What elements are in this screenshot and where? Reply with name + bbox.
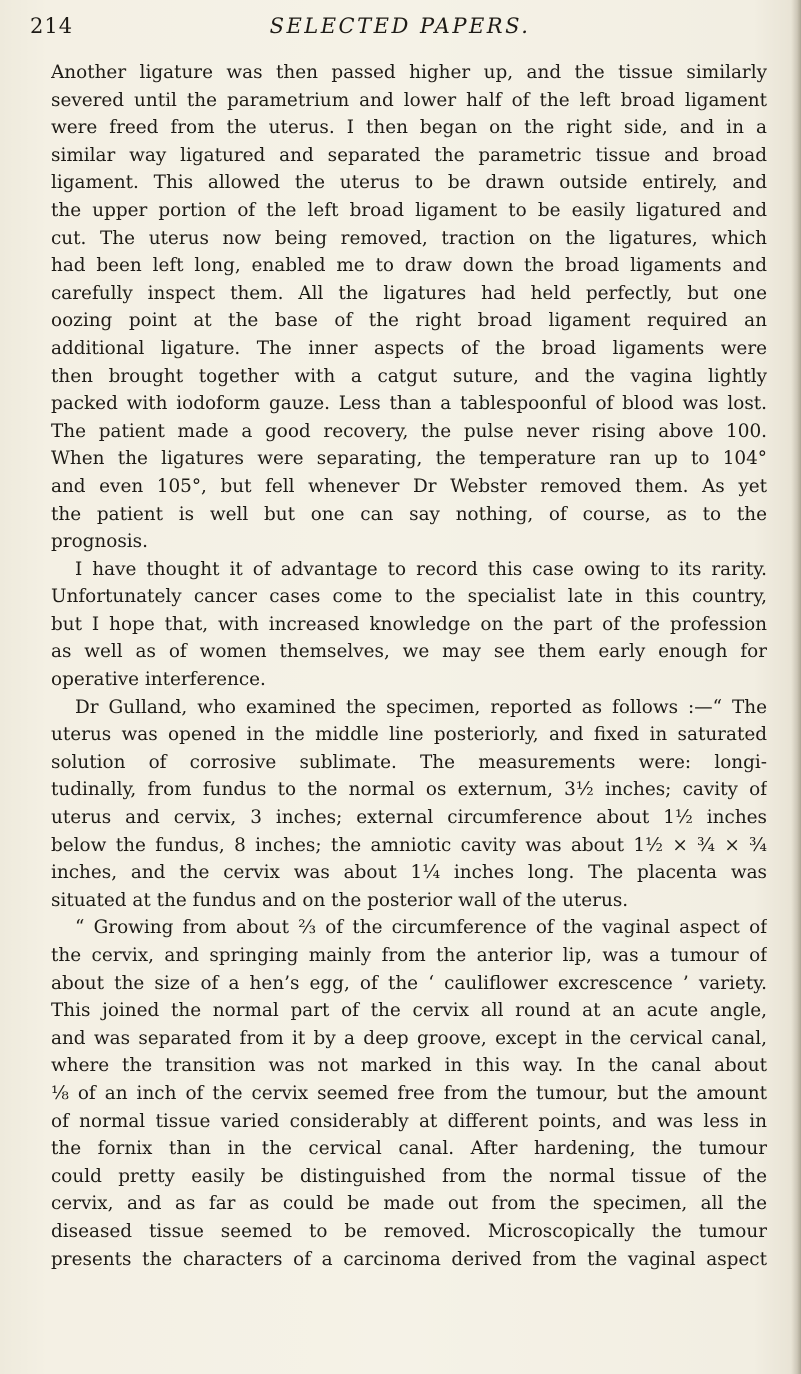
text-line: the patient is well but one can say nothing, of course, as to the xyxy=(51,503,767,525)
text-line: prognosis. xyxy=(51,531,148,553)
text-line: Another ligature was then passed higher up, and the tissue similarly xyxy=(51,62,767,83)
text-line: uterus and cervix, 3 inches; external circumference about 1½ inches xyxy=(51,807,767,829)
page-number: 214 xyxy=(30,14,74,38)
text-line: When the ligatures were separating, the temperature ran up to 104° xyxy=(51,448,767,470)
text-line: Unfortunately cancer cases come to the specialist late in this country, xyxy=(51,586,767,608)
text-line: similar way ligatured and separated the parametric tissue and broad xyxy=(51,144,767,166)
text-line: solution of corrosive sublimate. The measurements were: longi- xyxy=(51,751,767,773)
text-line: the fornix than in the cervical canal. After hardening, the tumour xyxy=(51,1138,767,1160)
text-line: about the size of a hen’s egg, of the ‘ cauliflower excrescence ’ variety. xyxy=(51,972,767,994)
page-header xyxy=(30,14,770,44)
text-line: oozing point at the base of the right broad ligament required an xyxy=(51,310,767,332)
page-edge-shadow xyxy=(791,0,801,1374)
text-line: ligament. This allowed the uterus to be drawn outside entirely, and xyxy=(51,172,767,194)
text-line: operative interference. xyxy=(51,669,266,691)
text-line: below the fundus, 8 inches; the amniotic cavity was about 1½ × ¾ × ¾ xyxy=(51,834,767,856)
text-line: the upper portion of the left broad ligament to be easily ligatured and xyxy=(51,199,767,221)
text-line: diseased tissue seemed to be removed. Microscopically the tumour xyxy=(51,1220,767,1242)
text-line: The patient made a good recovery, the pulse never rising above 100. xyxy=(51,420,767,442)
text-line: I have thought it of advantage to record this case owing to its rarity. xyxy=(75,558,767,580)
text-line: of normal tissue varied considerably at different points, and was less in xyxy=(51,1110,767,1132)
text-line: as well as of women themselves, we may see them early enough for xyxy=(51,641,767,663)
text-line: additional ligature. The inner aspects of the broad ligaments were xyxy=(51,337,767,359)
text-line: cut. The uterus now being removed, traction on the ligatures, which xyxy=(51,227,767,249)
text-line: packed with iodoform gauze. Less than a tablespoonful of blood was lost. xyxy=(51,393,767,415)
text-line: where the transition was not marked in this way. In the canal about xyxy=(51,1055,767,1077)
text-line: uterus was opened in the middle line posteriorly, and fixed in saturated xyxy=(51,724,767,746)
text-line: situated at the fundus and on the posterior wall of the uterus. xyxy=(51,889,629,911)
text-line: but I hope that, with increased knowledge on the part of the profession xyxy=(51,613,767,635)
text-line: had been left long, enabled me to draw down the broad ligaments and xyxy=(51,255,767,277)
text-line: inches, and the cervix was about 1¼ inches long. The placenta was xyxy=(51,862,767,884)
text-line: “ Growing from about ⅔ of the circumference of the vaginal aspect of xyxy=(75,917,767,939)
text-line: Dr Gulland, who examined the specimen, reported as follows :—“ The xyxy=(75,696,767,718)
text-line: presents the characters of a carcinoma derived from the vaginal aspect xyxy=(51,1248,767,1270)
text-line: This joined the normal part of the cervix all round at an acute angle, xyxy=(51,1000,767,1022)
text-line: cervix, and as far as could be made out from the specimen, all the xyxy=(51,1193,767,1215)
text-line: were freed from the uterus. I then began on the right side, and in a xyxy=(51,117,767,139)
running-head: SELECTED PAPERS. xyxy=(269,14,531,38)
text-line: and even 105°, but fell whenever Dr Webster removed them. As yet xyxy=(51,475,767,497)
text-line: ⅛ of an inch of the cervix seemed free from the tumour, but the amount xyxy=(51,1082,767,1104)
text-line: tudinally, from fundus to the normal os externum, 3½ inches; cavity of xyxy=(51,779,767,801)
body-text xyxy=(51,59,767,1273)
text-line: and was separated from it by a deep groove, except in the cervical canal, xyxy=(51,1027,767,1049)
text-line: severed until the parametrium and lower half of the left broad ligament xyxy=(51,89,767,111)
text-line: could pretty easily be distinguished from the normal tissue of the xyxy=(51,1165,767,1187)
text-line: then brought together with a catgut suture, and the vagina lightly xyxy=(51,365,767,387)
text-line: the cervix, and springing mainly from the anterior lip, was a tumour of xyxy=(51,945,767,966)
text-line: carefully inspect them. All the ligatures had held perfectly, but one xyxy=(51,282,767,304)
